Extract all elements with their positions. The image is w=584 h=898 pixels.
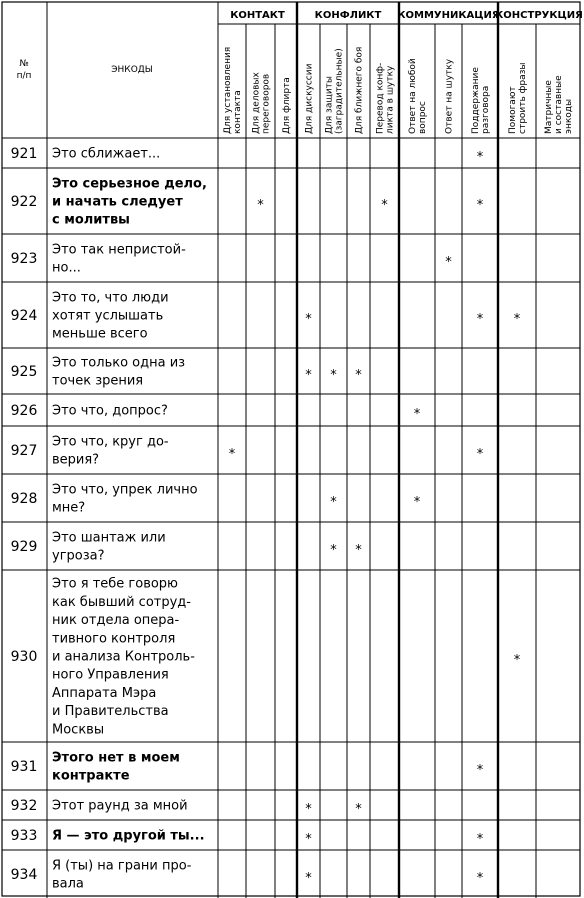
- row-encode-text: и анализа Контроль-: [52, 649, 195, 665]
- row-encode-text: Это серьезное дело,: [52, 176, 207, 192]
- row-mark: *: [476, 832, 484, 847]
- column-header-12: и составные: [554, 75, 564, 134]
- row-encode-text: Я — это другой ты...: [52, 828, 205, 844]
- row-number: 928: [10, 491, 38, 507]
- column-header-6: Для ближнего боя: [354, 46, 365, 134]
- row-number: 925: [10, 364, 38, 380]
- row-mark: *: [476, 150, 484, 165]
- row-encode-text: и начать следует: [52, 194, 183, 210]
- header-encode-label: ЭНКОДЫ: [111, 65, 153, 75]
- row-encode-text: ного Управления: [52, 667, 169, 683]
- column-header-10: Поддержание: [471, 67, 481, 134]
- column-header-7: Перевод конф-: [375, 62, 386, 134]
- header-group-4: КОНСТРУКЦИЯ: [495, 10, 583, 21]
- row-mark: *: [330, 368, 337, 383]
- row-mark: *: [305, 832, 312, 847]
- row-encode-text: Это я тебе говорю: [52, 576, 179, 592]
- row-encode-text: вала: [52, 876, 84, 892]
- row-encode-text: верия?: [52, 452, 100, 468]
- row-number: 926: [10, 403, 38, 419]
- row-mark: *: [257, 198, 264, 213]
- row-encode-text: и Правительства: [52, 704, 169, 720]
- header-num-label: п/п: [16, 71, 32, 81]
- row-encode-text: Москвы: [52, 722, 105, 738]
- row-encode-text: мне?: [52, 500, 86, 516]
- row-mark: *: [330, 495, 337, 510]
- row-mark: *: [355, 543, 362, 558]
- column-header-11: строить фразы: [518, 62, 528, 134]
- column-header-7: ликта в шутку: [385, 65, 396, 134]
- row-mark: *: [413, 407, 421, 422]
- column-header-12: энкоды: [564, 98, 574, 134]
- row-encode-text: с молитвы: [52, 212, 130, 228]
- row-number: 931: [10, 759, 38, 775]
- row-mark: *: [513, 653, 521, 668]
- column-header-4: Для дискуссии: [304, 63, 315, 134]
- row-mark: *: [513, 312, 521, 327]
- row-encode-text: Аппарата Мэра: [52, 685, 157, 701]
- row-mark: *: [476, 312, 484, 327]
- row-mark: *: [381, 198, 388, 213]
- row-mark: *: [413, 495, 421, 510]
- row-encode-text: угроза?: [52, 548, 105, 564]
- column-header-5: (заградительные): [334, 48, 345, 134]
- row-encode-text: но...: [52, 260, 81, 276]
- row-number: 929: [10, 539, 38, 555]
- row-encode-text: точек зрения: [52, 373, 144, 389]
- row-encode-text: контракте: [52, 768, 130, 784]
- column-header-3: Для флирта: [282, 77, 292, 134]
- header-group-3: КОММУНИКАЦИЯ: [397, 10, 500, 21]
- row-number: 932: [10, 798, 38, 814]
- row-mark: *: [330, 543, 337, 558]
- row-encode-text: Это что, упрек лично: [52, 482, 198, 498]
- row-mark: *: [305, 802, 312, 817]
- header-num-label: №: [19, 59, 29, 69]
- column-header-1: контакта: [233, 90, 243, 134]
- row-number: 924: [10, 308, 38, 324]
- column-header-10: разговора: [481, 85, 491, 134]
- row-mark: *: [228, 447, 236, 462]
- row-mark: *: [476, 763, 484, 778]
- column-header-12: Матричные: [544, 80, 554, 134]
- row-mark: *: [305, 312, 312, 327]
- column-header-1: Для установления: [223, 46, 233, 134]
- row-mark: *: [476, 447, 484, 462]
- column-header-5: Для защиты: [324, 75, 335, 134]
- column-header-8: Ответ на любой: [408, 58, 418, 134]
- row-number: 934: [10, 867, 38, 883]
- row-number: 927: [10, 443, 38, 459]
- row-number: 933: [10, 828, 38, 844]
- row-number: 923: [10, 251, 38, 267]
- row-encode-text: тивного контроля: [52, 631, 176, 647]
- row-mark: *: [305, 368, 312, 383]
- row-encode-text: как бывший сотруд-: [52, 594, 191, 610]
- row-encode-text: Я (ты) на грани про-: [52, 858, 192, 874]
- column-header-2: переговоров: [261, 73, 272, 134]
- header-group-1: КОНТАКТ: [230, 10, 285, 21]
- column-header-11: Помогают: [508, 86, 518, 134]
- row-encode-text: Это так непристой-: [52, 242, 186, 258]
- row-mark: *: [476, 198, 484, 213]
- row-number: 921: [10, 146, 38, 162]
- row-number: 930: [10, 649, 38, 665]
- column-header-8: вопрос: [418, 101, 428, 134]
- row-encode-text: Это что, допрос?: [52, 403, 168, 419]
- row-encode-text: Это то, что люди: [52, 290, 169, 306]
- row-mark: *: [445, 255, 452, 270]
- row-mark: *: [305, 871, 312, 886]
- row-encode-text: хотят услышать: [52, 308, 164, 324]
- row-mark: *: [355, 802, 362, 817]
- row-encode-text: меньше всего: [52, 326, 148, 342]
- row-encode-text: Этот раунд за мной: [52, 798, 188, 814]
- column-header-2: Для деловых: [251, 72, 262, 134]
- row-mark: *: [355, 368, 362, 383]
- header-group-2: КОНФЛИКТ: [314, 10, 382, 21]
- column-header-9: Ответ на шутку: [444, 58, 455, 134]
- row-encode-text: ник отдела опера-: [52, 613, 180, 629]
- row-encode-text: Это шантаж или: [52, 530, 166, 546]
- row-encode-text: Это что, круг до-: [52, 434, 169, 450]
- row-number: 922: [10, 194, 38, 210]
- row-mark: *: [476, 871, 484, 886]
- row-encode-text: Это сближает...: [52, 146, 161, 162]
- row-encode-text: Этого нет в моем: [52, 750, 180, 766]
- row-encode-text: Это только одна из: [52, 355, 186, 371]
